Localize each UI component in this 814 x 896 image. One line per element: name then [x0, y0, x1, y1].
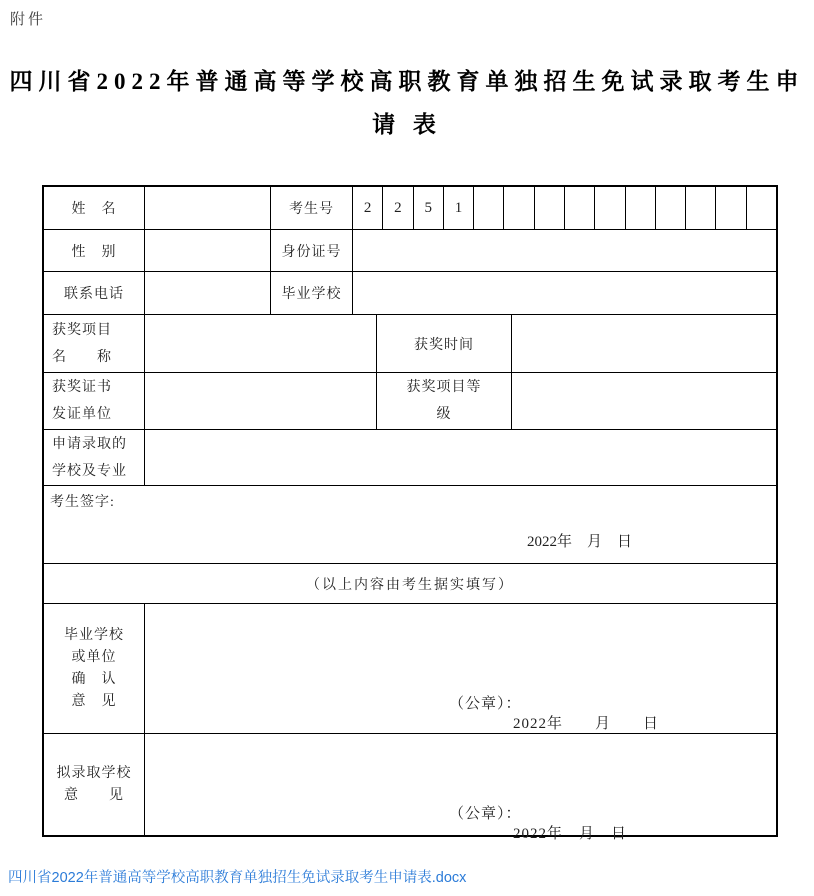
phone-value-cell: [145, 272, 271, 314]
award-name-label-cell: [44, 315, 145, 372]
phone-label-cell: 联系电话: [44, 272, 145, 314]
signature-label: 考生签字:: [50, 495, 115, 510]
school-confirm-date: 2022年 月 日: [513, 716, 660, 732]
admit-opinion-label-line2: 意 见: [64, 787, 124, 803]
school-confirm-label-line1: 毕业学校: [64, 627, 124, 643]
award-name-value-cell: [145, 315, 377, 372]
row-phone-school: [44, 272, 776, 315]
candidate-number-digit-cell: 1: [444, 187, 474, 229]
candidate-number-digit-cell: 2: [353, 187, 383, 229]
gender-value-cell: [145, 230, 271, 271]
candidate-number-digit-cell: [474, 187, 504, 229]
candidate-number-digit-cell: 5: [414, 187, 444, 229]
id-number-value-cell: [353, 230, 776, 271]
candidate-number-digit-cell: [626, 187, 656, 229]
admit-opinion-seal-label: （公章）：: [449, 806, 522, 822]
row-apply-school-major: [44, 430, 776, 486]
school-confirm-seal-label: （公章）：: [449, 696, 522, 712]
award-name-label-line2: 名 称: [52, 349, 112, 365]
cert-issuer-label-line2: 发证单位: [52, 407, 112, 422]
school-value-cell: [353, 272, 776, 314]
gender-label-cell: 性 别: [44, 230, 145, 271]
candidate-number-digit-cell: 2: [383, 187, 413, 229]
row-signature: [44, 486, 776, 564]
award-time-label-cell: 获奖时间: [377, 315, 512, 372]
school-confirm-label-cell: [44, 604, 145, 733]
apply-label-cell: [44, 430, 145, 485]
candidate-number-digit-cell: [595, 187, 625, 229]
award-time-value-cell: [512, 315, 776, 372]
page-title-line2: 请 表: [372, 112, 442, 137]
school-label-cell: 毕业学校: [271, 272, 353, 314]
award-grade-label-line2: 级: [436, 407, 452, 422]
admit-opinion-label-cell: [44, 734, 145, 835]
note-text: （以上内容由考生据实填写）: [306, 577, 514, 593]
apply-label-line2: 学校及专业: [52, 463, 127, 479]
id-number-label-cell: 身份证号: [271, 230, 353, 271]
award-grade-label-cell: [377, 373, 512, 429]
row-admit-school-opinion: [44, 734, 776, 842]
application-form-table: [42, 185, 778, 842]
name-value-cell: [145, 187, 271, 229]
cert-issuer-label-line1: 获奖证书: [52, 380, 112, 395]
school-confirm-content-cell: [145, 604, 776, 733]
candidate-number-digit-cell: [656, 187, 686, 229]
candidate-number-digit-cell: [504, 187, 534, 229]
attachment-label: 附件: [10, 12, 47, 28]
school-confirm-label-line4: 意 见: [71, 693, 117, 709]
award-grade-label-line1: 获奖项目等: [406, 380, 482, 395]
row-gender-id: [44, 230, 776, 272]
admit-opinion-date: 2022年 月 日: [513, 826, 628, 842]
apply-value-cell: [145, 430, 776, 485]
award-grade-value-cell: [512, 373, 776, 429]
row-school-confirmation: [44, 604, 776, 734]
page-title-line1: 四川省2022年普通高等学校高职教育单独招生免试录取考生申: [9, 69, 805, 94]
candidate-number-digit-cell: [565, 187, 595, 229]
candidate-number-label-cell: 考生号: [271, 187, 353, 229]
candidate-number-digit-cell: [686, 187, 716, 229]
candidate-number-digit-cell: [535, 187, 565, 229]
row-name-number: [44, 187, 776, 230]
row-award-name-time: [44, 315, 776, 373]
admit-opinion-content-cell: [145, 734, 776, 842]
admit-opinion-label-line1: 拟录取学校: [56, 765, 132, 781]
signature-date: 2022年 月 日: [527, 534, 633, 550]
apply-label-line1: 申请录取的: [52, 436, 127, 452]
cert-issuer-value-cell: [145, 373, 377, 429]
school-confirm-label-line3: 确 认: [71, 671, 117, 687]
name-label-cell: 姓 名: [44, 187, 145, 229]
cert-issuer-label-cell: [44, 373, 145, 429]
page-title: [0, 60, 814, 146]
docx-attachment-link[interactable]: 四川省2022年普通高等学校高职教育单独招生免试录取考生申请表.docx: [8, 870, 467, 886]
candidate-number-digit-cell: [747, 187, 776, 229]
award-name-label-line1: 获奖项目: [52, 322, 112, 338]
candidate-number-digit-cell: [716, 187, 746, 229]
school-confirm-label-line2: 或单位: [71, 649, 117, 665]
row-note: [44, 564, 776, 604]
row-cert-grade: [44, 373, 776, 430]
